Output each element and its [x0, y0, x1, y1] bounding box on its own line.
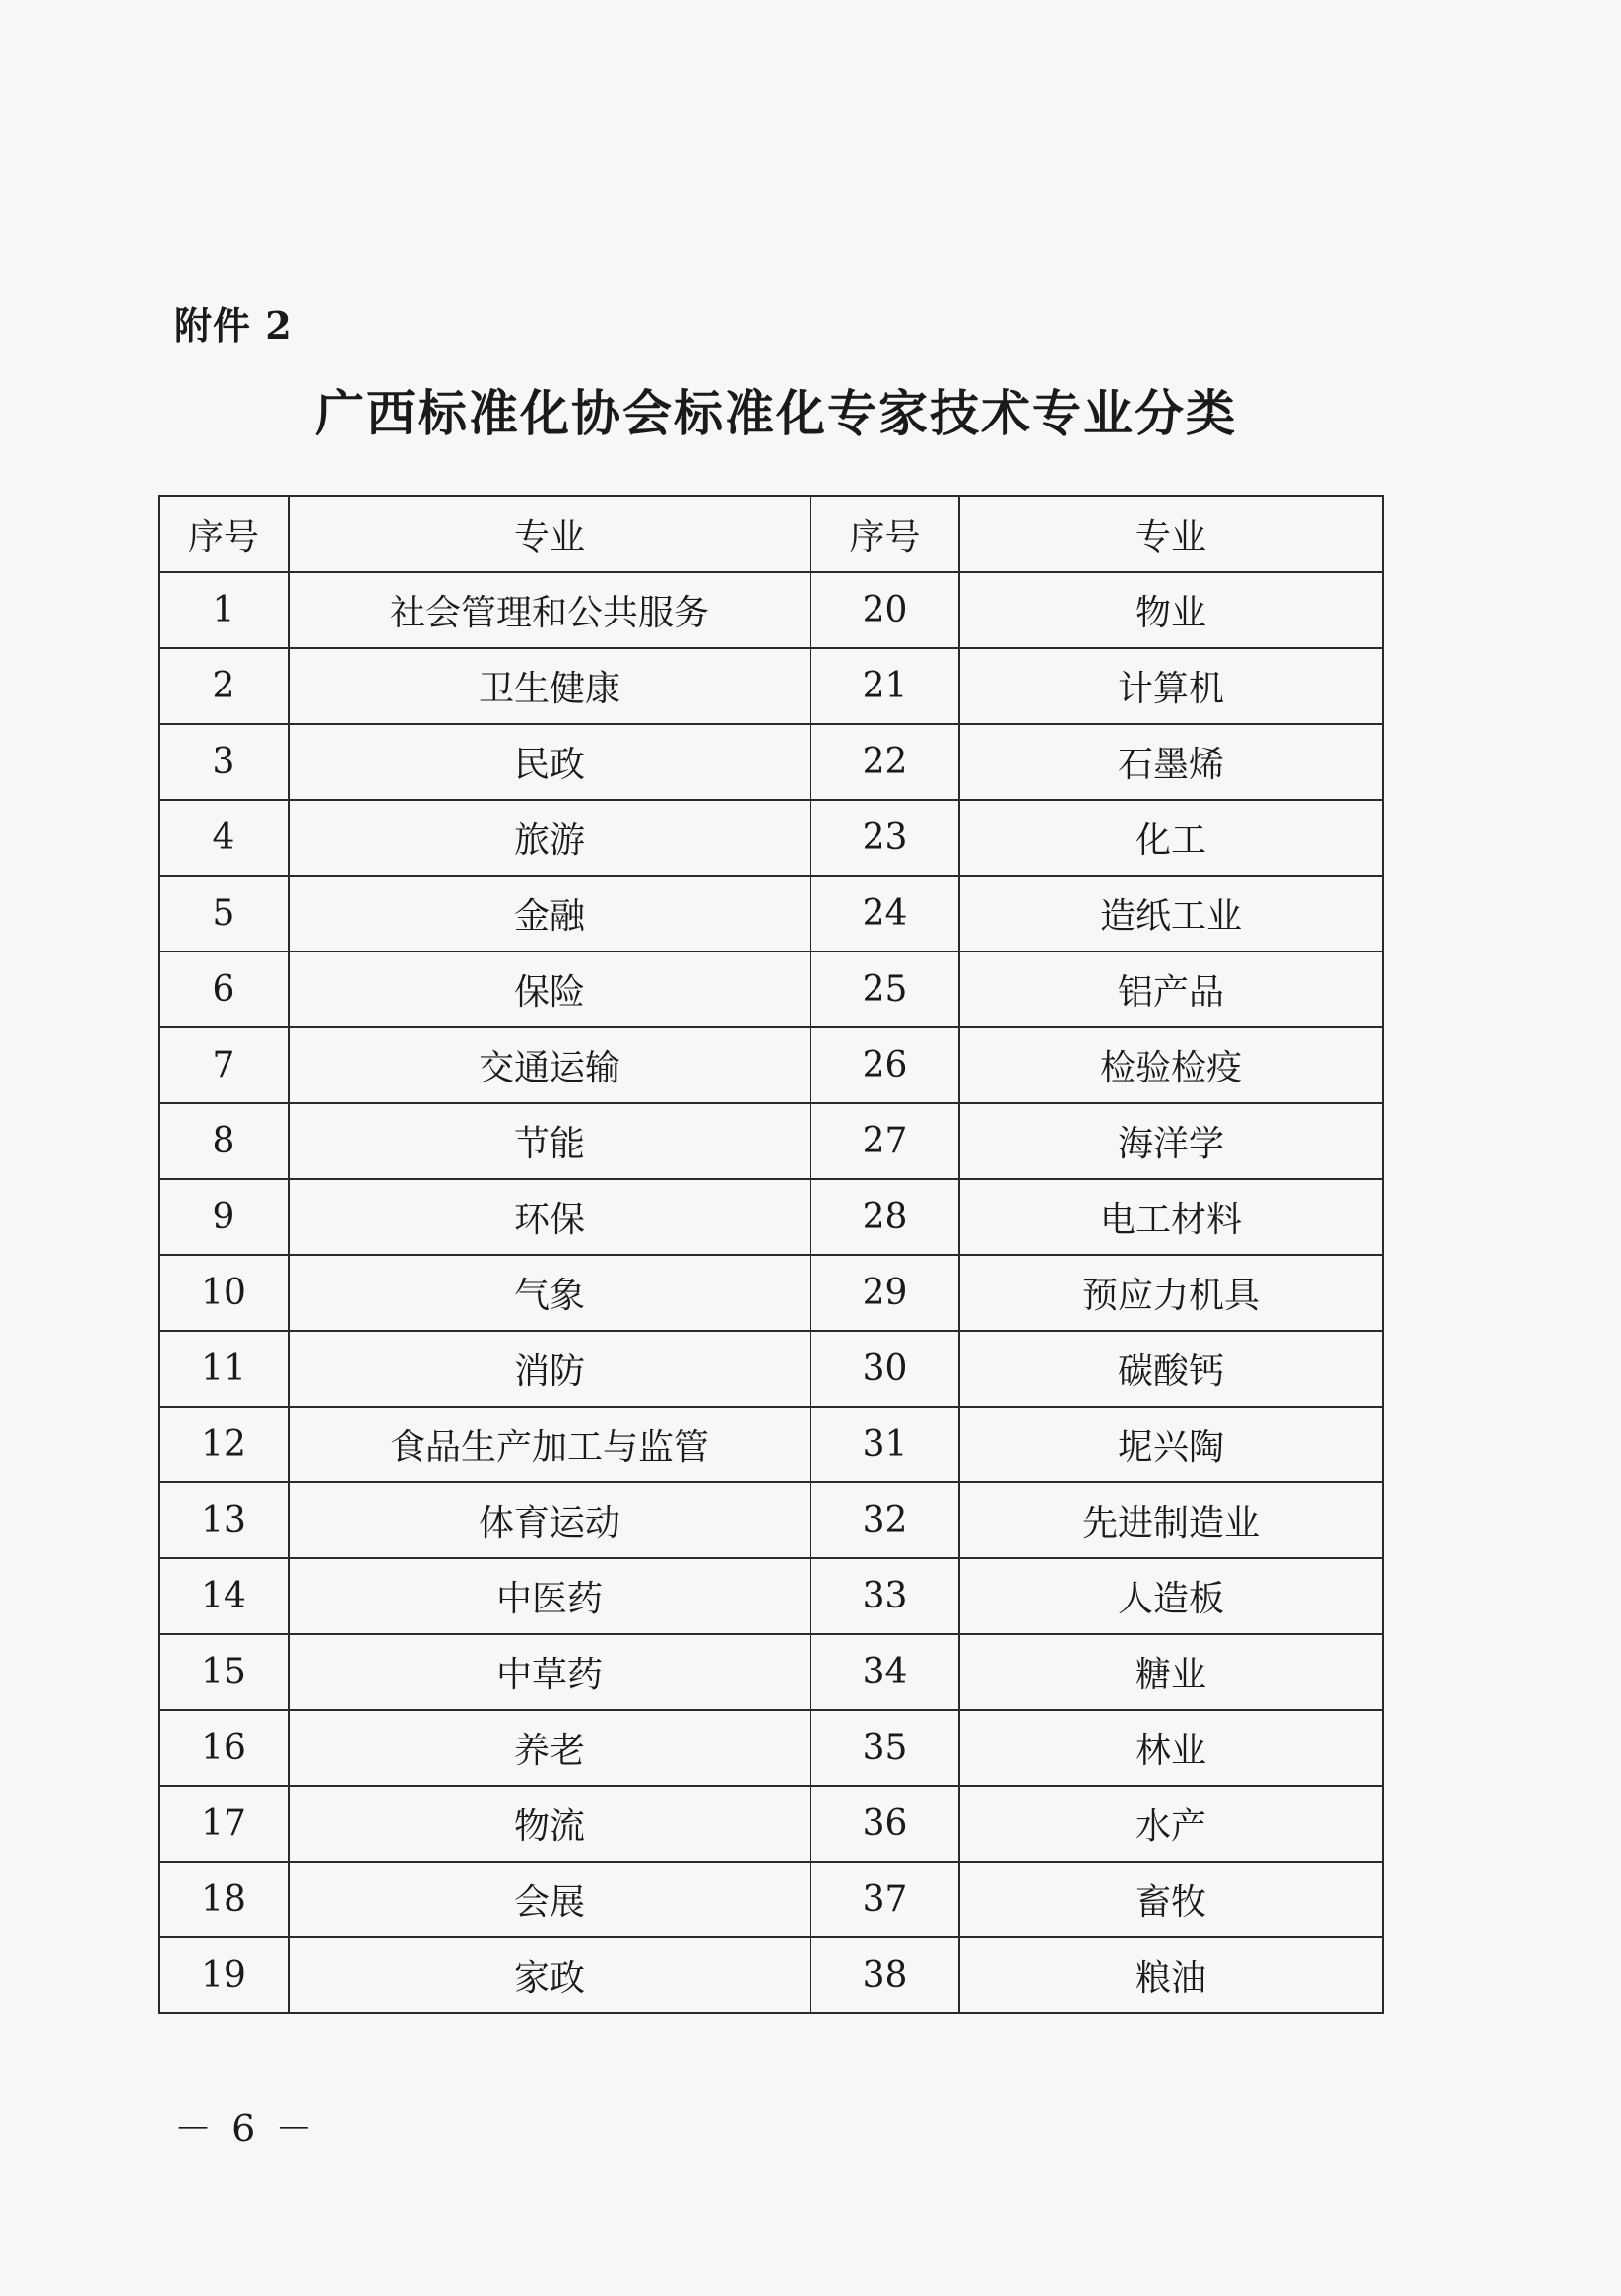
cell-specialty-right: 检验检疫 [959, 1027, 1383, 1103]
cell-specialty-right: 粮油 [959, 1937, 1383, 2013]
table-row [159, 1331, 1383, 1407]
table-row [159, 1937, 1383, 2013]
cell-seq-right: 32 [810, 1482, 959, 1558]
table-row [159, 1558, 1383, 1634]
specialty-table [158, 495, 1384, 2014]
header-seq-left: 序号 [159, 496, 289, 572]
page-title: 广西标准化协会标准化专家技术专业分类 [315, 384, 1237, 442]
cell-seq-left: 14 [159, 1558, 289, 1634]
cell-specialty-left: 食品生产加工与监管 [289, 1407, 810, 1482]
cell-specialty-left: 卫生健康 [289, 648, 810, 724]
cell-specialty-right: 糖业 [959, 1634, 1383, 1710]
page-number: － 6 － [174, 2107, 317, 2150]
cell-specialty-left: 中医药 [289, 1558, 810, 1634]
cell-specialty-left: 会展 [289, 1862, 810, 1937]
cell-specialty-left: 旅游 [289, 800, 810, 876]
table-header-row [159, 496, 1383, 572]
cell-specialty-right: 计算机 [959, 648, 1383, 724]
cell-seq-left: 13 [159, 1482, 289, 1558]
cell-specialty-right: 先进制造业 [959, 1482, 1383, 1558]
cell-seq-left: 10 [159, 1255, 289, 1331]
cell-seq-right: 20 [810, 572, 959, 648]
cell-seq-right: 30 [810, 1331, 959, 1407]
table-row [159, 572, 1383, 648]
cell-seq-left: 8 [159, 1103, 289, 1179]
cell-specialty-right: 造纸工业 [959, 876, 1383, 951]
cell-seq-left: 16 [159, 1710, 289, 1786]
table-row [159, 1482, 1383, 1558]
cell-seq-right: 25 [810, 951, 959, 1027]
cell-seq-right: 24 [810, 876, 959, 951]
cell-specialty-left: 保险 [289, 951, 810, 1027]
cell-seq-left: 9 [159, 1179, 289, 1255]
cell-seq-right: 36 [810, 1786, 959, 1862]
cell-specialty-left: 中草药 [289, 1634, 810, 1710]
cell-seq-right: 22 [810, 724, 959, 800]
cell-specialty-left: 民政 [289, 724, 810, 800]
cell-seq-right: 34 [810, 1634, 959, 1710]
cell-seq-left: 5 [159, 876, 289, 951]
cell-specialty-right: 化工 [959, 800, 1383, 876]
cell-specialty-left: 金融 [289, 876, 810, 951]
cell-specialty-left: 气象 [289, 1255, 810, 1331]
table-row [159, 1862, 1383, 1937]
header-seq-right: 序号 [810, 496, 959, 572]
table-row [159, 951, 1383, 1027]
cell-specialty-left: 社会管理和公共服务 [289, 572, 810, 648]
cell-seq-left: 15 [159, 1634, 289, 1710]
table-row [159, 800, 1383, 876]
cell-seq-right: 23 [810, 800, 959, 876]
cell-specialty-right: 碳酸钙 [959, 1331, 1383, 1407]
cell-specialty-right: 坭兴陶 [959, 1407, 1383, 1482]
cell-seq-left: 11 [159, 1331, 289, 1407]
cell-seq-left: 4 [159, 800, 289, 876]
cell-seq-left: 2 [159, 648, 289, 724]
cell-seq-left: 1 [159, 572, 289, 648]
cell-seq-left: 6 [159, 951, 289, 1027]
cell-specialty-right: 石墨烯 [959, 724, 1383, 800]
cell-specialty-left: 节能 [289, 1103, 810, 1179]
table-row [159, 1255, 1383, 1331]
table-row [159, 1407, 1383, 1482]
cell-seq-left: 18 [159, 1862, 289, 1937]
header-specialty-right: 专业 [959, 496, 1383, 572]
table-row [159, 1179, 1383, 1255]
cell-seq-right: 27 [810, 1103, 959, 1179]
cell-seq-right: 29 [810, 1255, 959, 1331]
cell-specialty-left: 家政 [289, 1937, 810, 2013]
cell-specialty-left: 环保 [289, 1179, 810, 1255]
cell-seq-right: 38 [810, 1937, 959, 2013]
cell-seq-left: 3 [159, 724, 289, 800]
cell-seq-right: 31 [810, 1407, 959, 1482]
cell-specialty-right: 水产 [959, 1786, 1383, 1862]
cell-seq-left: 19 [159, 1937, 289, 2013]
cell-specialty-right: 畜牧 [959, 1862, 1383, 1937]
cell-specialty-right: 人造板 [959, 1558, 1383, 1634]
cell-specialty-right: 海洋学 [959, 1103, 1383, 1179]
cell-specialty-right: 电工材料 [959, 1179, 1383, 1255]
cell-seq-right: 33 [810, 1558, 959, 1634]
cell-seq-right: 35 [810, 1710, 959, 1786]
cell-seq-left: 7 [159, 1027, 289, 1103]
cell-specialty-left: 交通运输 [289, 1027, 810, 1103]
cell-specialty-left: 消防 [289, 1331, 810, 1407]
cell-specialty-left: 体育运动 [289, 1482, 810, 1558]
table-row [159, 1710, 1383, 1786]
cell-seq-left: 12 [159, 1407, 289, 1482]
cell-specialty-right: 林业 [959, 1710, 1383, 1786]
cell-specialty-left: 物流 [289, 1786, 810, 1862]
table-row [159, 1634, 1383, 1710]
cell-specialty-right: 物业 [959, 572, 1383, 648]
table-row [159, 876, 1383, 951]
table-row [159, 724, 1383, 800]
table-row [159, 648, 1383, 724]
header-specialty-left: 专业 [289, 496, 810, 572]
cell-seq-right: 26 [810, 1027, 959, 1103]
cell-specialty-right: 铝产品 [959, 951, 1383, 1027]
table-row [159, 1027, 1383, 1103]
cell-specialty-right: 预应力机具 [959, 1255, 1383, 1331]
cell-seq-right: 37 [810, 1862, 959, 1937]
cell-seq-right: 21 [810, 648, 959, 724]
attachment-label: 附件 2 [174, 303, 292, 348]
cell-seq-right: 28 [810, 1179, 959, 1255]
cell-seq-left: 17 [159, 1786, 289, 1862]
table-row [159, 1786, 1383, 1862]
table-row [159, 1103, 1383, 1179]
cell-specialty-left: 养老 [289, 1710, 810, 1786]
